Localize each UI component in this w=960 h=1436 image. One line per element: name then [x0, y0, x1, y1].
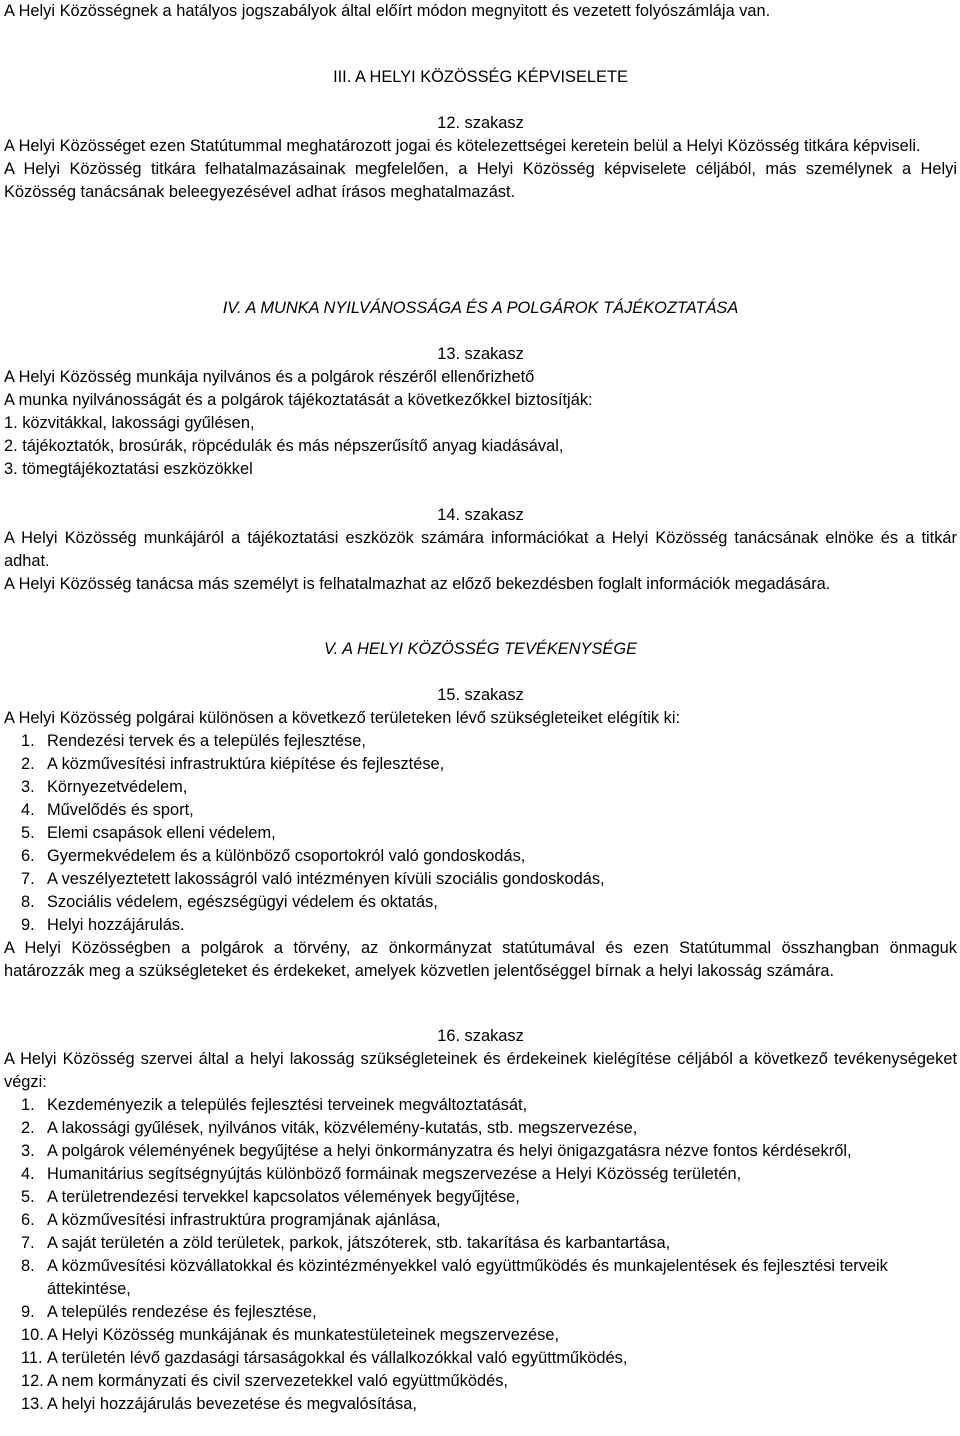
list-item-number: 4. [21, 1165, 35, 1183]
list-item [4, 1347, 957, 1370]
article-13 [4, 343, 957, 481]
list-item [4, 776, 957, 799]
list-item-number: 2. [21, 755, 35, 773]
list-item-number: 9. [21, 916, 35, 934]
list-item-text: A település rendezése és fejlesztése, [47, 1303, 317, 1321]
list-item [4, 914, 957, 937]
list-item [4, 822, 957, 845]
section-iii [4, 66, 957, 89]
list-item: 2. tájékoztatók, brosúrák, röpcédulák és más népszerűsítő anyag kiadásával, [4, 437, 564, 455]
list-item [4, 1324, 957, 1347]
list-item-text: Művelődés és sport, [47, 801, 194, 819]
list-item-number: 10. [21, 1326, 44, 1344]
list-item [4, 868, 957, 891]
list-item-number: 1. [21, 732, 35, 750]
list-item-number: 7. [21, 870, 35, 888]
list-item [4, 1370, 957, 1393]
paragraph: A Helyi Közösség szervei által a helyi lakosság szükségleteinek és érdekeinek kielégítése céljából a következő tevékenységeket végzi: [4, 1050, 957, 1091]
list-item-text: A területrendezési tervekkel kapcsolatos vélemények begyűjtése, [47, 1188, 520, 1206]
list-item-number: 6. [21, 847, 35, 865]
list-item [4, 1393, 957, 1416]
list-item-number: 13. [21, 1395, 44, 1413]
list-item [4, 1186, 957, 1209]
list-item-text: A lakossági gyűlések, nyilvános viták, közvélemény-kutatás, stb. megszervezése, [47, 1119, 638, 1137]
article-title: 12. szakasz [437, 114, 524, 132]
list-item [4, 1209, 957, 1232]
list-item-text: A nem kormányzati és civil szervezetekkel való együttműködés, [47, 1372, 508, 1390]
list-item [4, 730, 957, 753]
list-item-number: 2. [21, 1119, 35, 1137]
list-item [4, 1117, 957, 1140]
article-title: 13. szakasz [437, 345, 524, 363]
list-item: 3. tömegtájékoztatási eszközökkel [4, 460, 253, 478]
list-item-number: 7. [21, 1234, 35, 1252]
list-item-text: A Helyi Közösség munkájának és munkatestületeinek megszervezése, [47, 1326, 560, 1344]
list-item [4, 1140, 957, 1163]
article-title: 15. szakasz [437, 686, 524, 704]
paragraph: A Helyi Közösség munkájáról a tájékoztatási eszközök számára információkat a Helyi Közösség tanácsának elnöke és a titkár adhat. [4, 529, 957, 570]
list-item-number: 3. [21, 1142, 35, 1160]
section-v [4, 638, 957, 661]
list-item-text: A polgárok véleményének begyűjtése a helyi önkormányzatra és helyi önigazgatásra nézve fontos kérdésekről, [47, 1142, 852, 1160]
list-item-text: Helyi hozzájárulás. [47, 916, 185, 934]
article-title: 16. szakasz [437, 1027, 524, 1045]
list-item [4, 1094, 957, 1117]
section-iv [4, 297, 957, 320]
list-item-text: Szociális védelem, egészségügyi védelem és oktatás, [47, 893, 438, 911]
list-item-text: A közművesítési közvállatokkal és közintézményekkel való együttműködés és munkajelentések és fejlesztési terveik áttekintése, [47, 1257, 888, 1298]
paragraph: A Helyi Közösség titkára felhatalmazásainak megfelelően, a Helyi Közösség képviselete céljából, más személynek a Helyi Közösség tanácsának beleegyezésével adhat írásos meghatalmazást. [4, 160, 957, 201]
list-item-text: A területén lévő gazdasági társaságokkal és vállalkozókkal való együttműködés, [47, 1349, 628, 1367]
list-item-text: A közművesítési infrastruktúra kiépítése és fejlesztése, [47, 755, 445, 773]
list-item [4, 753, 957, 776]
article-15 [4, 684, 957, 983]
article-title: 14. szakasz [437, 506, 524, 524]
list-item-text: A helyi hozzájárulás bevezetése és megvalósítása, [47, 1395, 417, 1413]
list-item-text: Humanitárius segítségnyújtás különböző formáinak megszervezése a Helyi Közösség területén, [47, 1165, 742, 1183]
section-heading: V. A HELYI KÖZÖSSÉG TEVÉKENYSÉGE [323, 640, 638, 658]
list-item [4, 1163, 957, 1186]
list-item-text: A közművesítési infrastruktúra programjának ajánlása, [47, 1211, 441, 1229]
list-item-number: 4. [21, 801, 35, 819]
list-item [4, 799, 957, 822]
article-12 [4, 112, 957, 204]
list-item [4, 891, 957, 914]
list-item-text: Elemi csapások elleni védelem, [47, 824, 276, 842]
list-item-number: 8. [21, 1257, 35, 1275]
section-heading: III. A HELYI KÖZÖSSÉG KÉPVISELETE [333, 68, 628, 86]
list-item-number: 3. [21, 778, 35, 796]
paragraph: A Helyi Közösség munkája nyilvános és a polgárok részéről ellenőrizhető [4, 368, 535, 386]
list-item-text: A veszélyeztetett lakosságról való intézményen kívüli szociális gondoskodás, [47, 870, 605, 888]
paragraph: A Helyi Közösség tanácsa más személyt is felhatalmazhat az előző bekezdésben foglalt információk megadására. [4, 575, 831, 593]
list-item [4, 1255, 957, 1301]
list-item [4, 1301, 957, 1324]
activity-needs-list [4, 730, 957, 937]
list-item: 1. közvitákkal, lakossági gyűlésen, [4, 414, 255, 432]
list-item-number: 9. [21, 1303, 35, 1321]
list-item-text: Rendezési tervek és a település fejlesztése, [47, 732, 366, 750]
list-item-number: 12. [21, 1372, 44, 1390]
list-item-number: 11. [21, 1349, 43, 1367]
list-item-number: 5. [21, 1188, 35, 1206]
section-heading: IV. A MUNKA NYILVÁNOSSÁGA ÉS A POLGÁROK TÁJÉKOZTATÁSA [222, 299, 739, 317]
article-14 [4, 504, 957, 596]
list-item-number: 6. [21, 1211, 35, 1229]
list-item-text: A saját területén a zöld területek, parkok, játszóterek, stb. takarítása és karbantartása, [47, 1234, 671, 1252]
list-item-text: Környezetvédelem, [47, 778, 188, 796]
list-item-number: 8. [21, 893, 35, 911]
list-item [4, 1232, 957, 1255]
list-item-number: 1. [21, 1096, 35, 1114]
list-item-text: Gyermekvédelem és a különböző csoportokról való gondoskodás, [47, 847, 526, 865]
list-item-number: 5. [21, 824, 35, 842]
paragraph: A Helyi Közösség polgárai különösen a következő területeken lévő szükségleteiket elégítik ki: [4, 709, 681, 727]
list-item [4, 845, 957, 868]
paragraph: A Helyi Közösséget ezen Statútummal meghatározott jogai és kötelezettségei keretein belül a Helyi Közösség titkára képviseli. [4, 137, 921, 155]
list-item-text: Kezdeményezik a település fejlesztési terveinek megváltoztatását, [47, 1096, 528, 1114]
paragraph: A Helyi Közösségben a polgárok a törvény, az önkormányzat statútumával és ezen Statútummal összhangban önmaguk határozzák meg a szükségleteket és érdekeket, amelyek közvetlen jelentőséggel bírnak a helyi lakosság számára. [4, 939, 957, 980]
intro-paragraph: A Helyi Közösségnek a hatályos jogszabályok által előírt módon megnyitott és vezetett folyószámlája van. [4, 2, 771, 20]
article-16 [4, 1025, 957, 1416]
paragraph: A munka nyilvánosságát és a polgárok tájékoztatását a következőkkel biztosítják: [4, 391, 593, 409]
activities-list [4, 1094, 957, 1416]
